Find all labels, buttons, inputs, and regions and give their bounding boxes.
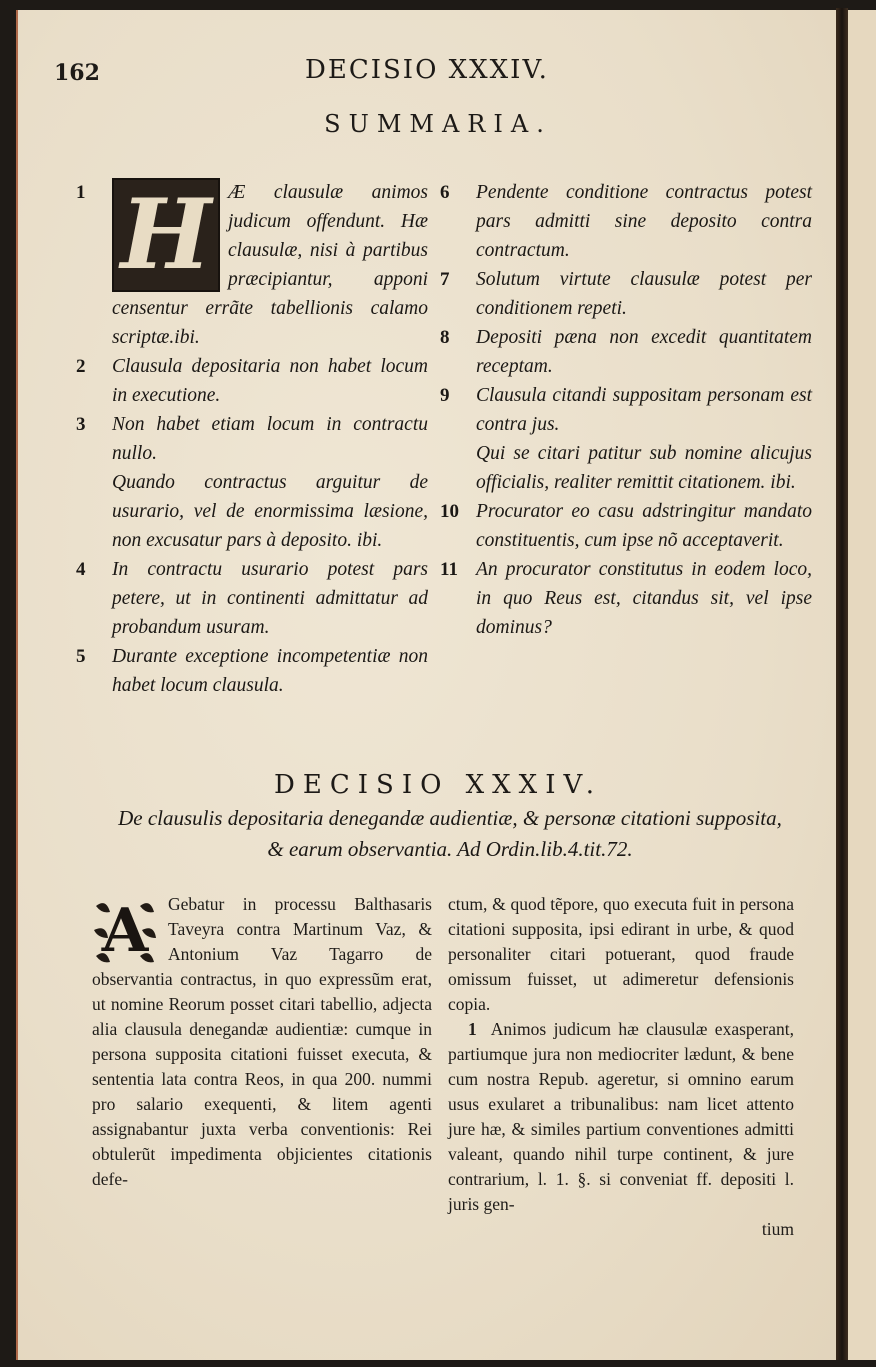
summary-item: [76, 410, 428, 468]
next-page-edge: [848, 10, 876, 1360]
subtitle-line: De clausulis depositaria denegandæ audientiæ, & personæ citationi supposita,: [118, 806, 782, 830]
item-text: Solutum virtute clausulæ potest per conditionem repeti.: [476, 269, 812, 319]
item-number: 1: [76, 182, 86, 203]
catchword: tium: [761, 1219, 794, 1239]
item-number: 11: [440, 559, 458, 580]
marginal-number: 1: [468, 1019, 477, 1039]
summary-item: [440, 178, 812, 265]
item-number: 10: [440, 501, 459, 522]
summary-subitem: [76, 468, 428, 555]
summary-item: [440, 265, 812, 323]
item-text: Clausula citandi suppositam personam est contra jus.: [476, 385, 812, 435]
item-text: An procurator constitutus in eodem loco, in quo Reus est, citandus sit, vel ipse dominus?: [476, 559, 812, 638]
item-number: 4: [76, 559, 86, 580]
page-number: 162: [54, 60, 100, 86]
body-text: Animos judicum hæ clausulæ exasperant, partiumque jura non mediocriter lædunt, & bene cum nostra Repub. ageretur, si omnino earum usus exularet a tribunalibus: nam licet attento jure hæ, & similes partium conventiones admitti valeant, quando nihil turpe continent, & jure contrarium, l. 1. §. si conveniat ff. depositi l. juris gen-: [448, 1019, 794, 1214]
summaria-right-column: [440, 178, 812, 642]
item-number: 8: [440, 327, 450, 348]
summary-item: [76, 642, 428, 700]
decisio-subtitle: [90, 803, 810, 865]
decisio-heading: DECISIO XXXIV.: [274, 770, 602, 800]
running-head: DECISIO XXXIV.: [305, 55, 549, 85]
item-text: Procurator eo casu adstringitur mandato constituentis, cum ipse nõ acceptaverit.: [476, 501, 812, 551]
initial-letter: A: [101, 896, 149, 966]
ornamental-initial: [112, 178, 220, 292]
body-text: Gebatur in processu Balthasaris Taveyra contra Martinum Vaz, & Antonium Vaz Tagarro de observantia contractus, in quo expressũm erat, ut nomine Reorum posset citari tabellio, adjecta alia clausula denegandæ audientiæ: cumque in persona supposita citationi fuisset executa, & sententia lata contra Reos, in qua 200. nummi pro salario exequenti, & litem agenti assignabantur juxta verba conventionis: Rei obtulerũt impedimenta objicientes citationis defe-: [92, 894, 432, 1189]
book-gutter: [836, 8, 848, 1360]
item-number: 5: [76, 646, 86, 667]
summaria-title: SUMMARIA.: [324, 110, 552, 138]
summary-item: [440, 323, 812, 381]
ornamental-initial: [92, 896, 158, 966]
summary-item: [76, 555, 428, 642]
item-text: Non habet etiam locum in contractu nullo.: [112, 414, 428, 464]
item-text: Clausula depositaria non habet locum in executione.: [112, 356, 428, 406]
item-number: 2: [76, 356, 86, 377]
item-text: Pendente conditione contractus potest pars admitti sine deposito contra contractum.: [476, 182, 812, 261]
body-text: ctum, & quod tẽpore, quo executa fuit in persona citationi supposita, ipsi edirant in urbe, & quod personaliter citari potuerant, quod fraude omissum fuisset, ut adimeretur defensionis copia.: [448, 894, 794, 1014]
item-number: 7: [440, 269, 450, 290]
body-paragraph: [448, 1017, 794, 1217]
body-left-column: [92, 892, 432, 1192]
item-text: Depositi pæna non excedit quantitatem receptam.: [476, 327, 812, 377]
item-text: Æ clausulæ animos judicum offendunt. Hæ clausulæ, nisi à partibus præcipiantur, apponi censentur errãte tabellionis calamo scriptæ.ibi.: [112, 182, 428, 348]
item-number: 3: [76, 414, 86, 435]
item-number: 9: [440, 385, 450, 406]
summary-item: [440, 555, 812, 642]
summary-item: [76, 352, 428, 410]
item-text: Qui se citari patitur sub nomine alicujus officialis, realiter remittit citationem. ibi.: [476, 443, 812, 493]
summary-item: [440, 381, 812, 439]
subtitle-line: & earum observantia. Ad Ordin.lib.4.tit.72.: [267, 837, 633, 861]
item-text: Durante exceptione incompetentiæ non habet locum clausula.: [112, 646, 428, 696]
summary-subitem: [440, 439, 812, 497]
summary-item: [440, 497, 812, 555]
item-text: Quando contractus arguitur de usurario, vel de enormissima læsione, non excusatur pars à deposito. ibi.: [112, 472, 428, 551]
item-number: 6: [440, 182, 450, 203]
item-text: In contractu usurario potest pars petere, ut in continenti admittatur ad probandum usuram.: [112, 559, 428, 638]
initial-letter: H: [120, 178, 212, 291]
body-right-column: [448, 892, 794, 1242]
summary-item: [76, 178, 428, 352]
summaria-left-column: [76, 178, 428, 700]
